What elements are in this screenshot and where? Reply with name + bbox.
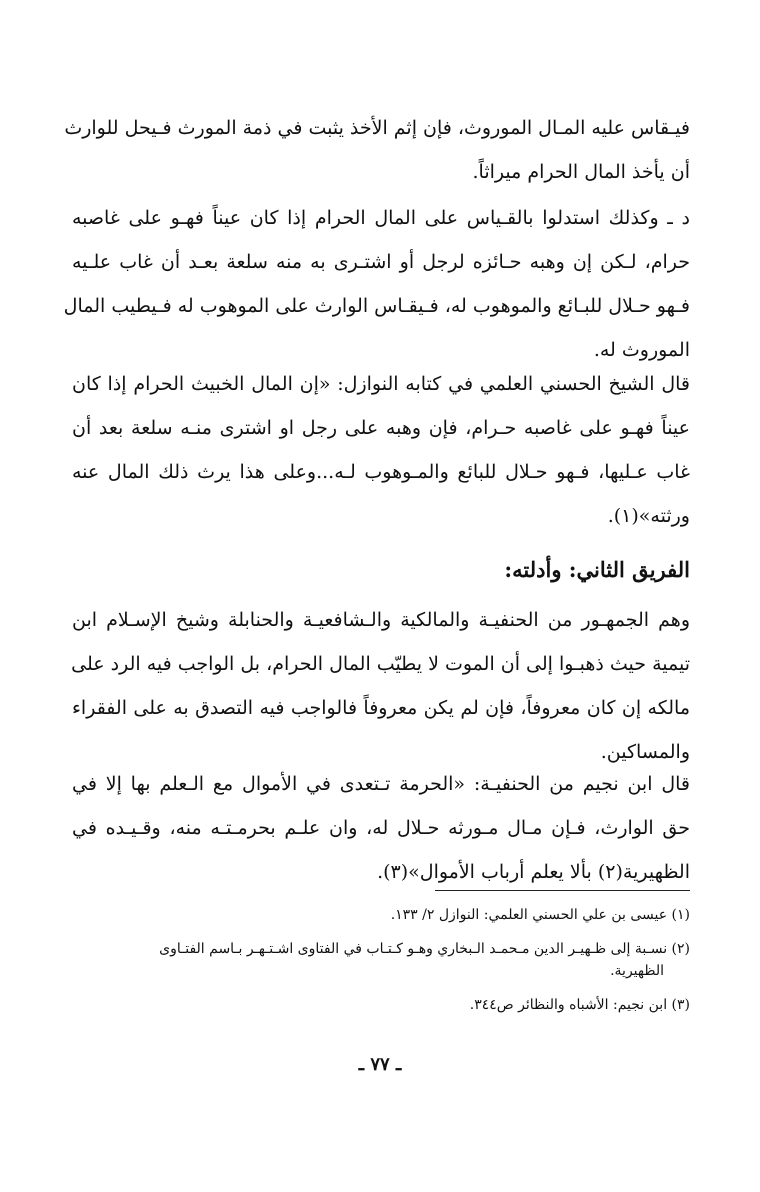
paragraph-line: الموروث له.	[593, 339, 690, 361]
paragraph-line: حق الوارث، فـإن مـال مـورثه حـلال له، وان علـم بحرمـتـه منه، وقـيـده في	[72, 817, 690, 839]
footnote-text: (٣) ابن نجيم: الأشباه والنظائر ص٣٤٤.	[469, 997, 690, 1013]
paragraph-line: غاب عـليها، فـهو حـلال للبائع والمـوهوب لـه...وعلى هذا يرث ذلك المال عنه	[72, 461, 690, 483]
paragraph-line: الظهيرية(٢) بألا يعلم أرباب الأموال»(٣).	[377, 861, 690, 883]
paragraph-line: حرام، لـكن إن وهبه حـائزه لرجل أو اشتـرى به منه سلعة بعـد أن غاب علـيه	[72, 251, 690, 273]
footnote-3	[72, 994, 690, 1016]
paragraph-line: قال الشيخ الحسني العلمي في كتابه النوازل: «إن المال الخبيث الحرام إذا كان	[72, 373, 690, 395]
footnote-text: (١) عيسى بن علي الحسني العلمي: النوازل ٢/ ١٣٣.	[390, 907, 690, 923]
footnote-2	[72, 938, 690, 982]
footnotes	[72, 904, 690, 1028]
paragraph-line: تيمية حيث ذهبـوا إلى أن الموت لا يطيّب المال الحرام، بل الواجب فيه الرد على	[71, 653, 690, 675]
paragraph-line: د ـ وكذلك استدلوا بالقـياس على المال الحرام إذا كان عيناً فهـو على غاصبه	[72, 207, 690, 229]
paragraph-line: وهم الجمهـور من الحنفيـة والمالكية والـشافعيـة والحنابلة وشيخ الإسـلام ابن	[72, 609, 690, 631]
footnote-separator	[435, 890, 690, 891]
footnote-text: (٢) نسـبة إلى ظـهيـر الدين مـحمـد الـبخاري وهـو كـتـاب في الفتاوى اشـتـهـر بـاسم الفتـاوى	[159, 941, 690, 957]
paragraph-line: قال ابن نجيم من الحنفيـة: «الحرمة تـتعدى في الأموال مع الـعلم بها إلا في	[72, 773, 690, 795]
paragraph-5	[72, 762, 690, 894]
paragraph-line: مالكه إن كان معروفاً، فإن لم يكن معروفاً فالواجب فيه التصدق به على الفقراء	[72, 697, 690, 719]
paragraph-1	[64, 106, 690, 194]
paragraph-line: أن يأخذ المال الحرام ميراثاً.	[472, 161, 690, 183]
paragraph-line: ورثته»(١).	[607, 505, 690, 527]
paragraph-line: عيناً فهـو على غاصبه حـرام، فإن وهبه على رجل او اشترى منـه سلعة بعد أن	[72, 417, 690, 439]
paragraph-line: فيـقاس عليه المـال الموروث، فإن إثم الأخذ يثبت في ذمة المورث فـيحل للوارث	[64, 117, 690, 139]
section-heading: الفريق الثاني: وأدلته:	[504, 557, 690, 582]
paragraph-line: والمساكين.	[600, 741, 690, 763]
footnote-continuation: الظهيرية.	[610, 963, 664, 979]
footnote-1	[72, 904, 690, 926]
paragraph-2	[63, 196, 690, 372]
paragraph-4	[72, 598, 690, 774]
page-number: ـ ٧٧ ـ	[358, 1054, 402, 1075]
paragraph-3	[72, 362, 690, 538]
paragraph-line: فـهو حـلال للبـائع والموهوب له، فـيقـاس الوارث على الموهوب له فـيطيب المال	[63, 295, 690, 317]
